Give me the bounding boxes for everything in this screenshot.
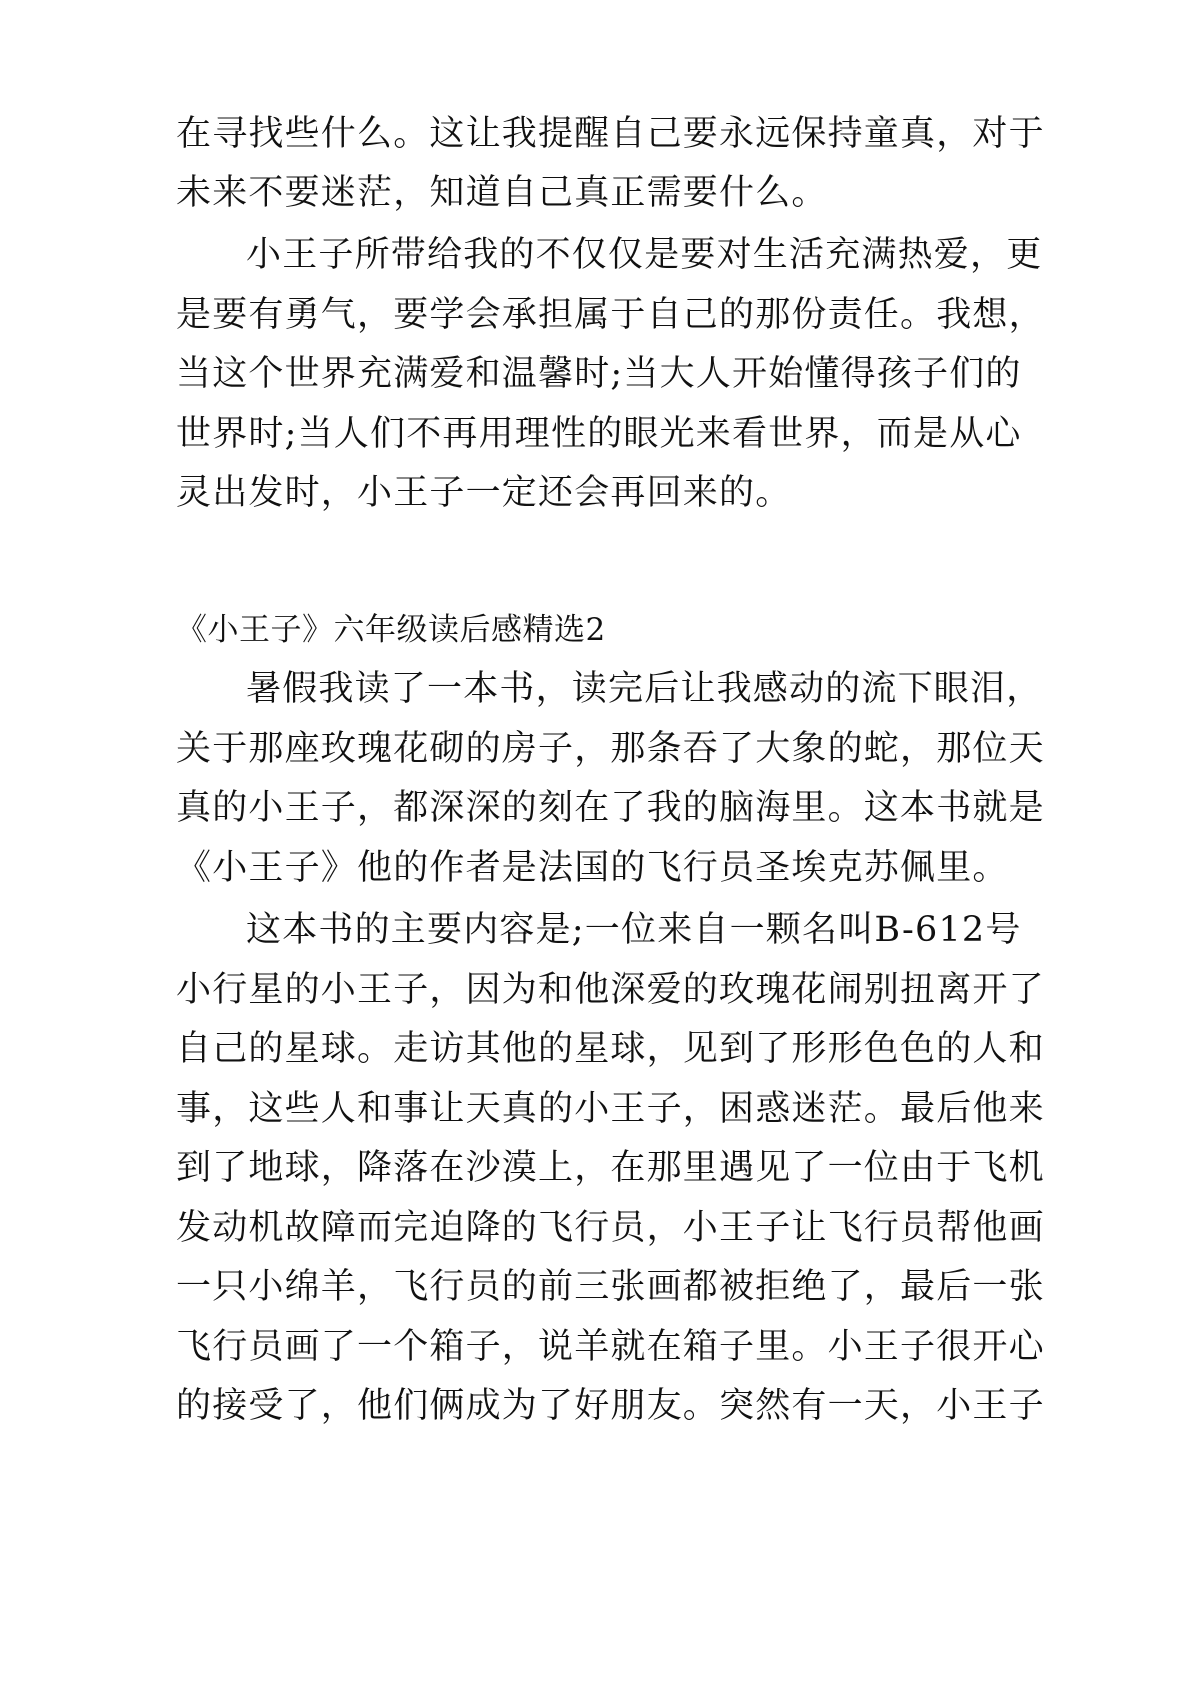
paragraph-line: 发动机故障而完迫降的飞行员，小王子让飞行员帮他画 — [176, 1208, 1045, 1248]
section-heading: 《小王子》六年级读后感精选2 — [176, 612, 606, 648]
paragraph-line: 灵出发时，小王子一定还会再回来的。 — [176, 473, 792, 513]
paragraph-line: 是要有勇气，要学会承担属于自己的那份责任。我想， — [176, 295, 1045, 335]
paragraph-line: 自己的星球。走访其他的星球，见到了形形色色的人和 — [176, 1029, 1045, 1069]
paragraph-line: 暑假我读了一本书，读完后让我感动的流下眼泪， — [246, 669, 1043, 709]
paragraph-line: 的接受了，他们俩成为了好朋友。突然有一天，小王子 — [176, 1386, 1045, 1426]
paragraph-line: 一只小绵羊，飞行员的前三张画都被拒绝了，最后一张 — [176, 1267, 1045, 1307]
paragraph-line: 这本书的主要内容是;一位来自一颗名叫B-612号 — [246, 910, 1022, 950]
paragraph-line: 在寻找些什么。这让我提醒自己要永远保持童真，对于 — [176, 114, 1045, 154]
paragraph-line: 飞行员画了一个箱子，说羊就在箱子里。小王子很开心 — [176, 1327, 1045, 1367]
paragraph-line: 事，这些人和事让天真的小王子，困惑迷茫。最后他来 — [176, 1089, 1045, 1129]
paragraph-line: 到了地球，降落在沙漠上，在那里遇见了一位由于飞机 — [176, 1148, 1045, 1188]
paragraph-line: 未来不要迷茫，知道自己真正需要什么。 — [176, 173, 828, 213]
paragraph-line: 世界时;当人们不再用理性的眼光来看世界，而是从心 — [176, 414, 1022, 454]
paragraph-line: 小王子所带给我的不仅仅是要对生活充满热爱，更 — [246, 235, 1043, 275]
paragraph-line: 《小王子》他的作者是法国的飞行员圣埃克苏佩里。 — [176, 848, 1009, 888]
paragraph-line: 小行星的小王子，因为和他深爱的玫瑰花闹别扭离开了 — [176, 970, 1045, 1010]
paragraph-line: 真的小王子，都深深的刻在了我的脑海里。这本书就是 — [176, 788, 1045, 828]
paragraph-line: 当这个世界充满爱和温馨时;当大人开始懂得孩子们的 — [176, 354, 1022, 394]
paragraph-line: 关于那座玫瑰花砌的房子，那条吞了大象的蛇，那位天 — [176, 729, 1045, 769]
